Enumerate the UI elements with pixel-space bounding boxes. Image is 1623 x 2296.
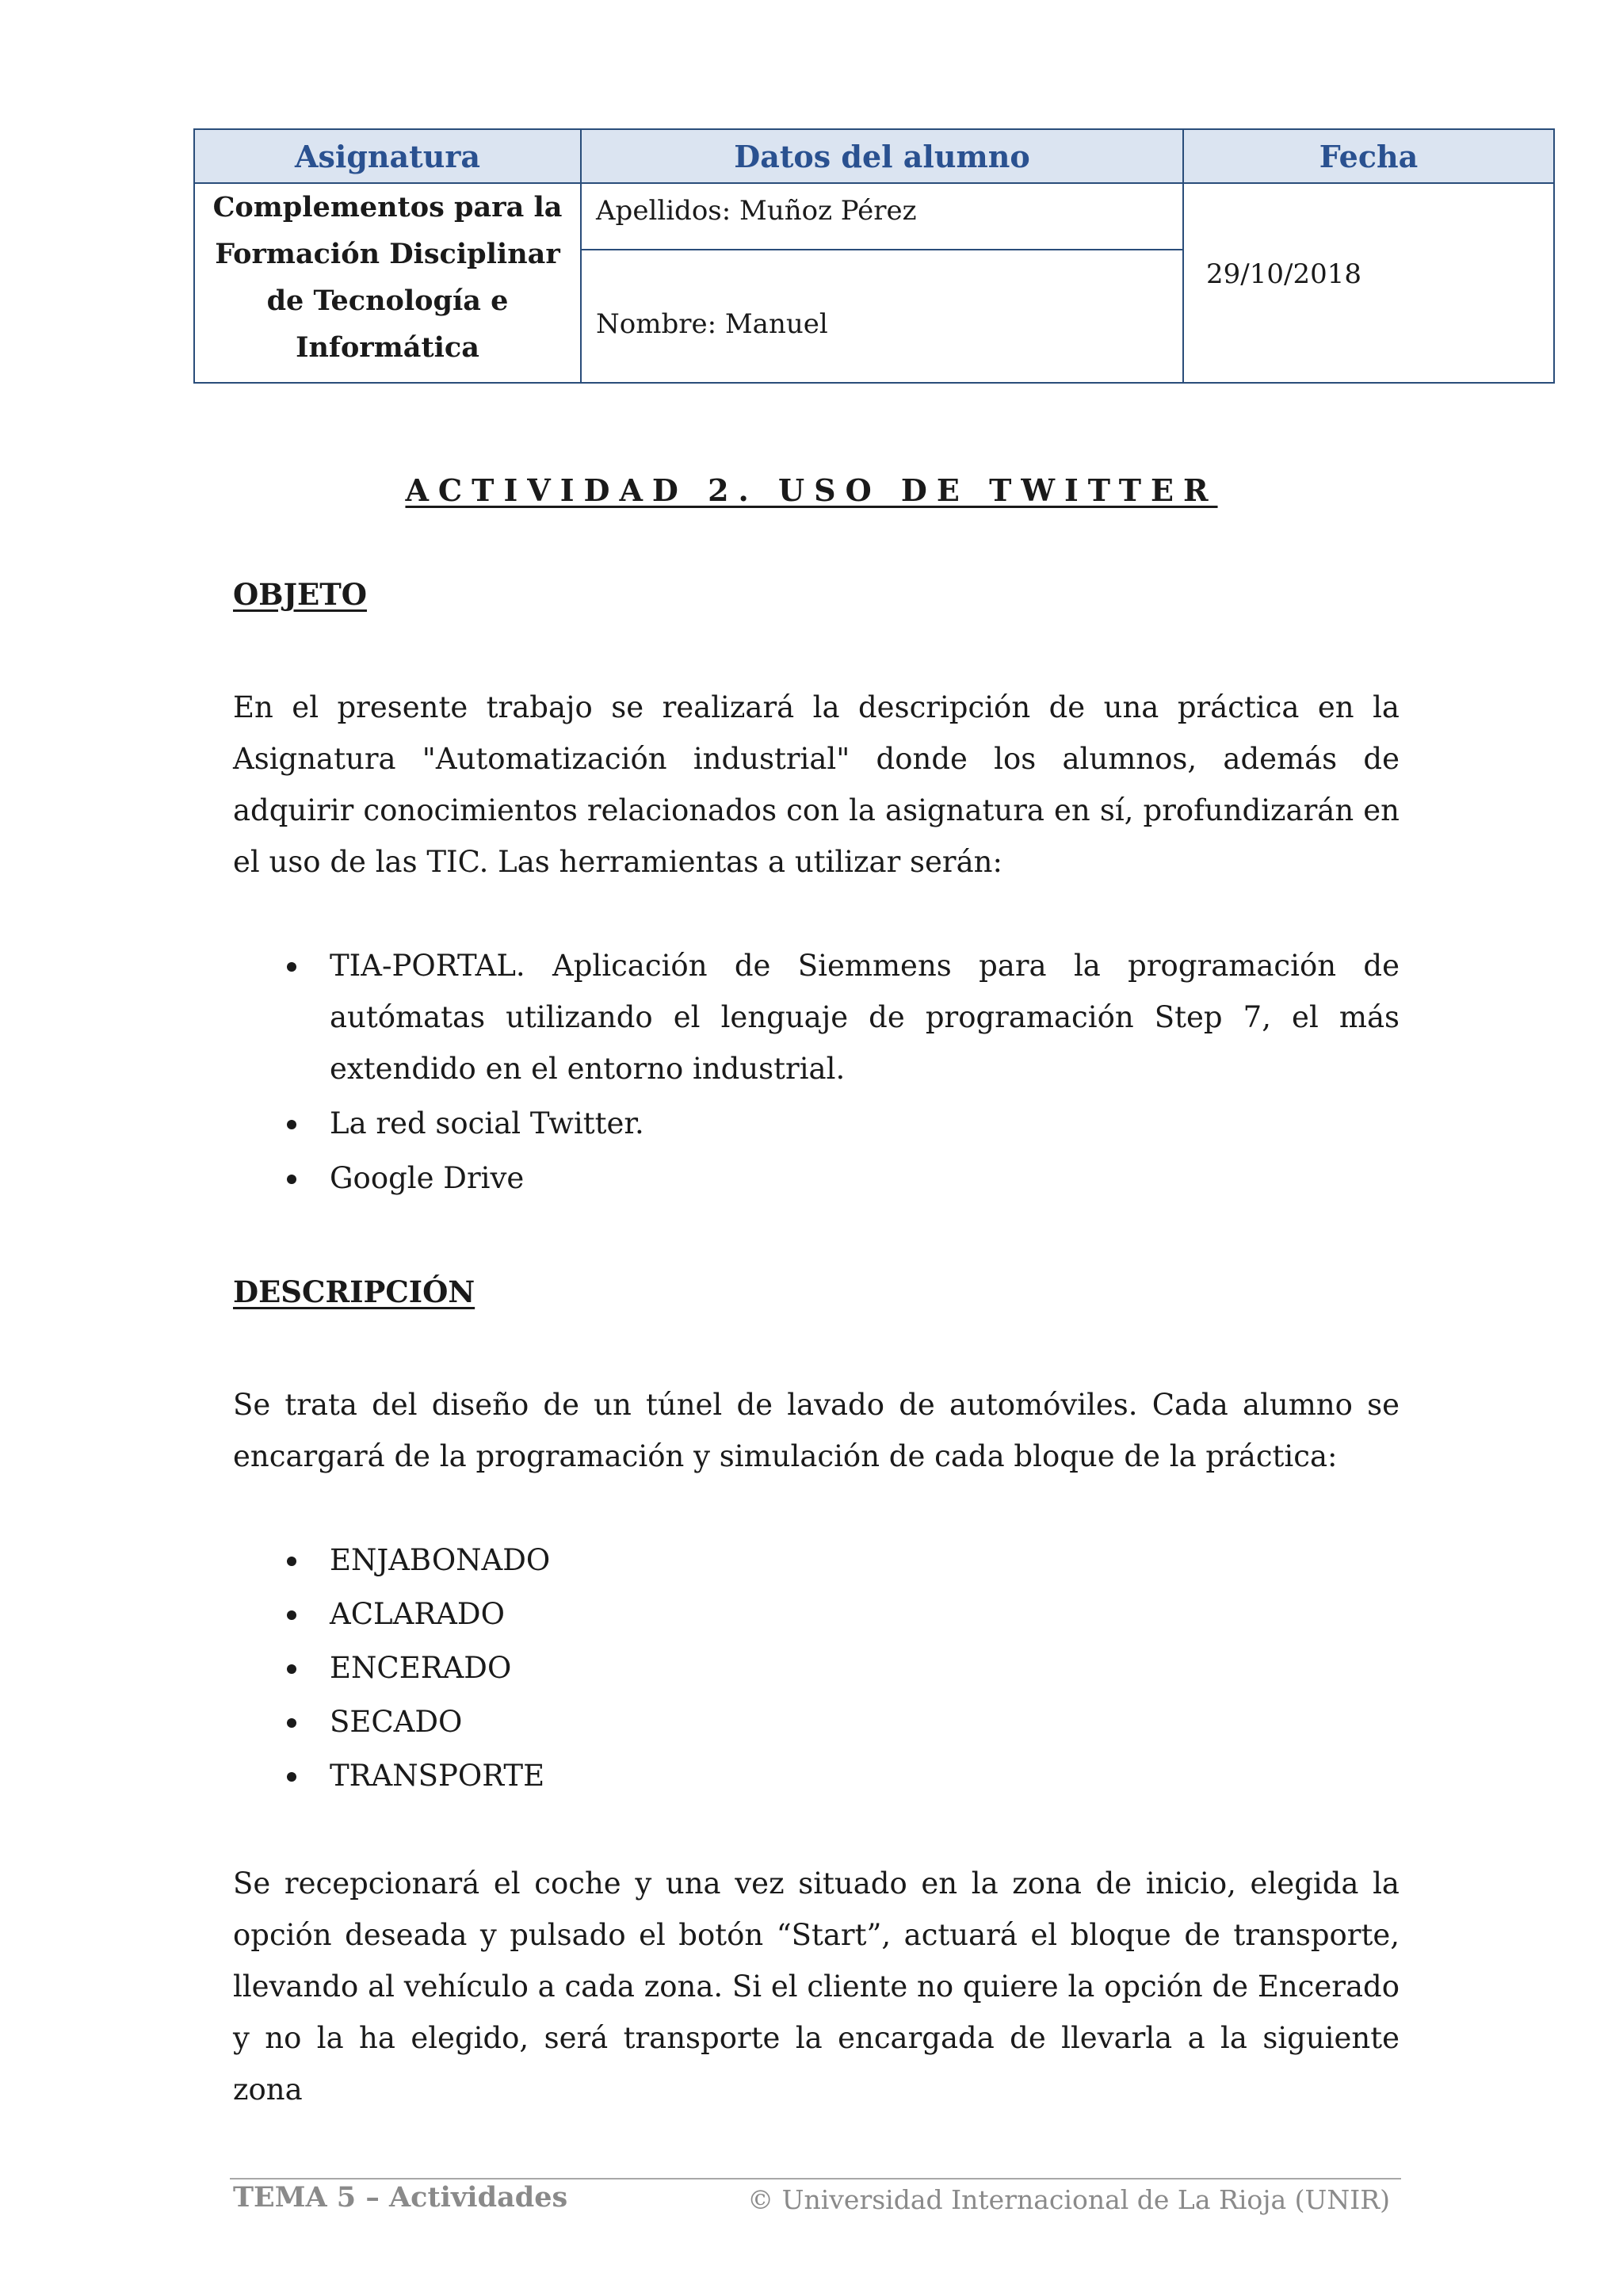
header-col-date: Fecha bbox=[1183, 129, 1554, 183]
subject-line: Informática bbox=[296, 331, 479, 364]
activity-title: ACTIVIDAD 2. USO DE TWITTER bbox=[405, 472, 1218, 508]
list-item: ENJABONADO bbox=[233, 1534, 1400, 1586]
bullet-icon bbox=[287, 1718, 296, 1728]
header-table bbox=[193, 128, 1555, 384]
name-cell: Nombre: Manuel bbox=[581, 250, 1183, 383]
bullet-icon bbox=[287, 1610, 296, 1620]
header-col-subject: Asignatura bbox=[194, 129, 581, 183]
footer-divider bbox=[230, 2178, 1401, 2179]
descripcion-intro: Se trata del diseño de un túnel de lavado de automóviles. Cada alumno se encargará de la programación y simulación de cada bloque de la práctica: bbox=[233, 1388, 1400, 1473]
objeto-heading: OBJETO bbox=[233, 577, 367, 612]
bullet-icon bbox=[287, 962, 296, 972]
bullet-icon bbox=[287, 1175, 296, 1184]
list-item: Google Drive bbox=[233, 1152, 1400, 1204]
list-item: La red social Twitter. bbox=[233, 1098, 1400, 1149]
subject-line: Complementos para la bbox=[212, 191, 563, 223]
subject-line: Formación Disciplinar bbox=[215, 238, 560, 270]
list-item: TIA-PORTAL. Aplicación de Siemmens para la programación de autómatas utilizando el lenguaje de programación Step 7, el más extendido en el entorno industrial. bbox=[233, 940, 1400, 1095]
bullet-icon bbox=[287, 1557, 296, 1566]
bullet-icon bbox=[287, 1120, 296, 1129]
list-item: ENCERADO bbox=[233, 1642, 1400, 1694]
bullet-icon bbox=[287, 1772, 296, 1782]
descripcion-closing: Se recepcionará el coche y una vez situado en la zona de inicio, elegida la opción deseada y pulsado el botón “Start”, actuará el bloque de transporte, llevando al vehículo a cada zona. Si el cliente no quiere la opción de Encerado y no la ha elegido, será transporte la encargada de llevarla a la siguiente zona bbox=[233, 1866, 1400, 2107]
bullet-icon bbox=[287, 1664, 296, 1674]
blocks-list bbox=[233, 1534, 1400, 1804]
surname-cell: Apellidos: Muñoz Pérez bbox=[581, 183, 1183, 250]
footer-copyright: © Universidad Internacional de La Rioja (UNIR) bbox=[747, 2184, 1390, 2215]
list-item: TRANSPORTE bbox=[233, 1750, 1400, 1801]
subject-cell bbox=[194, 183, 581, 383]
objeto-paragraph: En el presente trabajo se realizará la descripción de una práctica en la Asignatura "Automatización industrial" donde los alumnos, además de adquirir conocimientos relacionados con la asignatura en sí, profundizarán en el uso de las TIC. Las herramientas a utilizar serán: bbox=[233, 690, 1400, 879]
footer-topic: TEMA 5 – Actividades bbox=[233, 2181, 568, 2214]
list-item: SECADO bbox=[233, 1696, 1400, 1748]
header-col-student: Datos del alumno bbox=[581, 129, 1183, 183]
subject-line: de Tecnología e bbox=[266, 285, 509, 317]
list-item: ACLARADO bbox=[233, 1588, 1400, 1640]
descripcion-heading: DESCRIPCIÓN bbox=[233, 1274, 475, 1309]
date-cell: 29/10/2018 bbox=[1183, 183, 1554, 383]
tools-list bbox=[233, 940, 1400, 1207]
